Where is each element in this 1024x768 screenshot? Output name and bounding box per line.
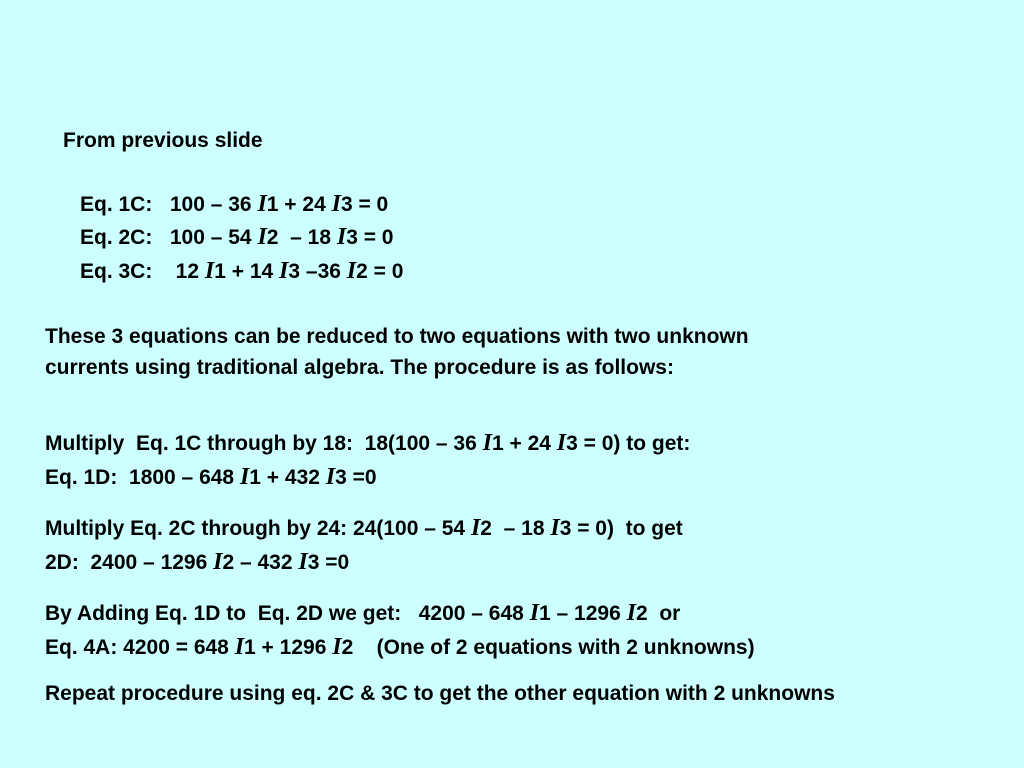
current-variable: I — [482, 430, 492, 456]
equation-text: 3 = 0) to get — [559, 517, 683, 540]
step2-line-1 — [45, 515, 683, 542]
intro-line-2: currents using traditional algebra. The procedure is as follows: — [45, 356, 674, 379]
equation-text: 2 = 0 — [356, 260, 404, 283]
current-variable: I — [550, 515, 560, 541]
equation-text: 2 – 18 — [480, 517, 551, 540]
intro-line-1: These 3 equations can be reduced to two equations with two unknown — [45, 325, 749, 348]
current-variable: I — [213, 549, 223, 575]
current-variable: I — [257, 224, 267, 250]
equation-text: Eq. 1D: 1800 – 648 — [45, 466, 240, 489]
current-variable: I — [257, 191, 267, 217]
equation-2c — [80, 224, 393, 251]
equation-text: 3 –36 — [288, 260, 347, 283]
current-variable: I — [204, 258, 215, 284]
equation-text: 2 – 432 — [222, 551, 299, 574]
current-variable: I — [556, 430, 567, 456]
step2-line-2 — [45, 549, 349, 576]
equation-text: 2 – 18 — [266, 226, 337, 249]
step3-line-1 — [45, 600, 680, 627]
equation-text: Multiply Eq. 1C through by 18: 18(100 – 36 — [45, 432, 483, 455]
equation-text: Multiply Eq. 2C through by 24: 24(100 – 54 — [45, 517, 471, 540]
equation-text: Eq. 3C: 12 — [80, 260, 205, 283]
equation-text: 3 =0 — [307, 551, 350, 574]
closing-line: Repeat procedure using eq. 2C & 3C to get the other equation with 2 unknowns — [45, 682, 835, 705]
equation-text: 3 = 0 — [340, 193, 389, 216]
current-variable: I — [336, 224, 347, 250]
slide-heading: From previous slide — [63, 129, 263, 152]
step1-line-1 — [45, 430, 690, 457]
current-variable: I — [332, 634, 342, 660]
current-variable: I — [346, 258, 357, 284]
step3-line-2 — [45, 634, 755, 661]
current-variable: I — [331, 191, 341, 217]
equation-text: 1 + 24 — [266, 193, 332, 216]
current-variable: I — [234, 634, 245, 660]
current-variable: I — [529, 600, 540, 626]
equation-text: 1 + 24 — [491, 432, 557, 455]
equation-text: 1 + 432 — [249, 466, 326, 489]
current-variable: I — [279, 258, 289, 284]
equation-text: 2 (One of 2 equations with 2 unknowns) — [341, 636, 755, 659]
current-variable: I — [239, 464, 250, 490]
equation-text: Eq. 2C: 100 – 54 — [80, 226, 258, 249]
equation-text: 3 =0 — [335, 466, 377, 489]
step1-line-2 — [45, 464, 377, 491]
equation-1c — [80, 191, 388, 218]
equation-text: By Adding Eq. 1D to Eq. 2D we get: 4200 – 648 — [45, 602, 530, 625]
current-variable: I — [470, 515, 481, 541]
current-variable: I — [298, 549, 308, 575]
equation-text: Eq. 1C: 100 – 36 — [80, 193, 258, 216]
equation-text: 3 = 0) to get: — [566, 432, 691, 455]
equation-text: 1 + 14 — [214, 260, 280, 283]
equation-text: 2D: 2400 – 1296 — [45, 551, 214, 574]
current-variable: I — [626, 600, 636, 626]
equation-text: 1 + 1296 — [244, 636, 333, 659]
equation-text: 2 or — [635, 602, 681, 625]
equation-text: 3 = 0 — [346, 226, 394, 249]
equation-3c — [80, 258, 403, 285]
equation-text: Eq. 4A: 4200 = 648 — [45, 636, 235, 659]
current-variable: I — [325, 464, 336, 490]
equation-text: 1 – 1296 — [539, 602, 627, 625]
